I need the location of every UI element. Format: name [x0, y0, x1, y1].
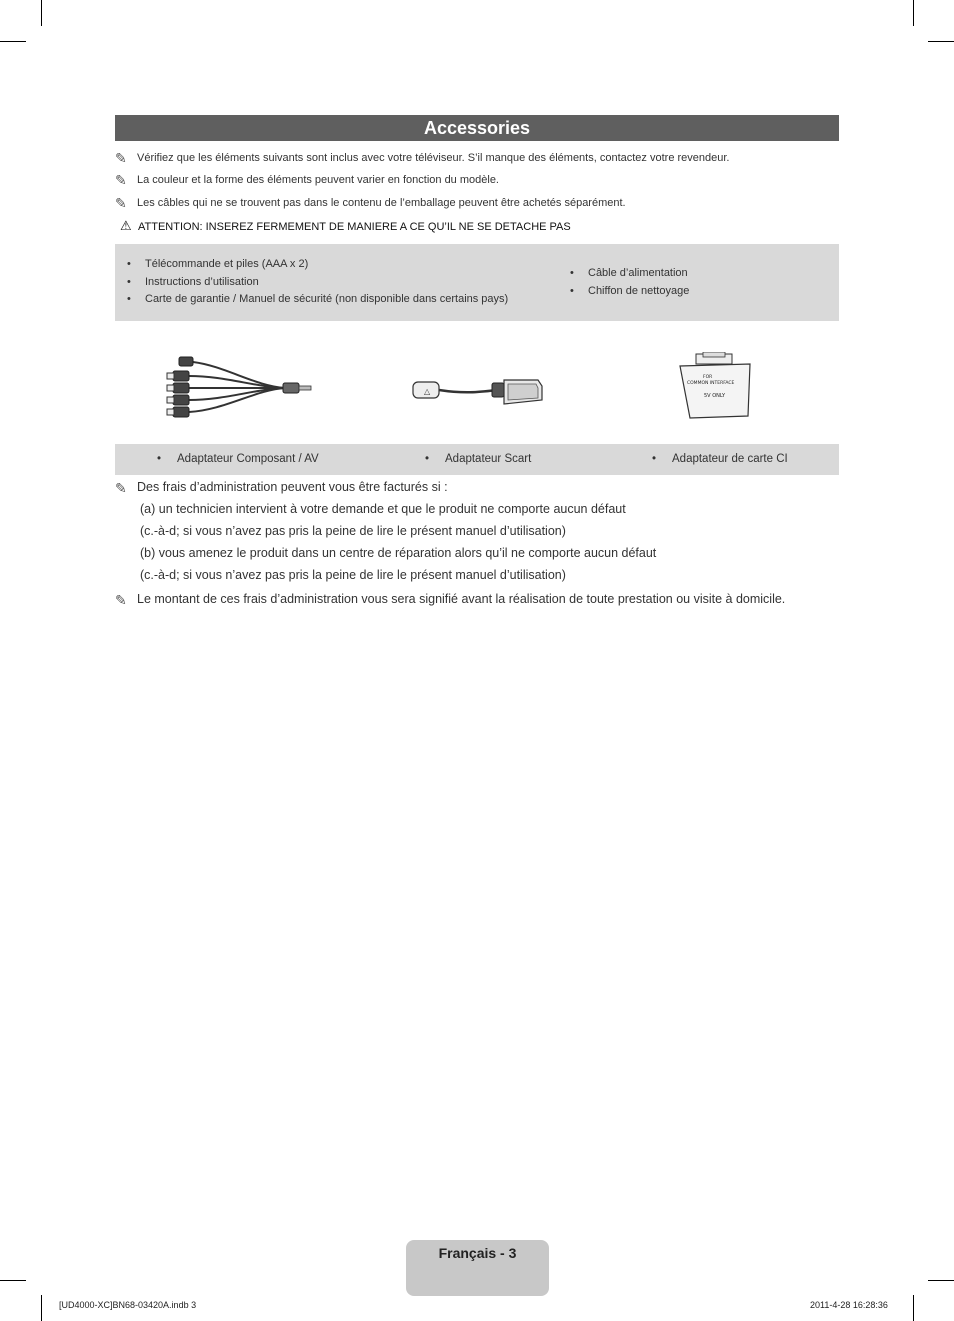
component-av-cable-icon — [165, 352, 315, 424]
caution-line — [120, 218, 571, 234]
warning-triangle-icon: ⚠ — [120, 218, 132, 233]
note-text: Vérifiez que les éléments suivants sont inclus avec votre téléviseur. S’il manque des éléments, contactez votre revendeur. — [137, 152, 730, 164]
crop-mark — [928, 41, 954, 42]
fees-line: (c.-à-d; si vous n’avez pas pris la peine de lire le présent manuel d’utilisation) — [140, 524, 566, 538]
scart-cable-icon — [410, 374, 545, 410]
page-label: Français - 3 — [438, 1245, 517, 1261]
note-item — [115, 195, 626, 212]
print-file-name: [UD4000-XC]BN68-03420A.indb 3 — [59, 1300, 197, 1310]
note-item — [115, 150, 729, 167]
fees-line: (b) vous amenez le produit dans un centre de réparation alors qu’il ne comporte aucun défaut — [140, 546, 657, 560]
crop-mark — [41, 1295, 42, 1321]
list-item: • Télécommande et piles (AAA x 2) — [125, 256, 508, 274]
note-text: Des frais d’administration peuvent vous être facturés si : — [137, 480, 448, 494]
crop-mark — [0, 41, 26, 42]
print-timestamp: 2011-4-28 16:28:36 — [810, 1300, 888, 1310]
svg-text:COMMON INTERFACE: COMMON INTERFACE — [687, 381, 735, 386]
note-text: Le montant de ces frais d’administration vous sera signifié avant la réalisation de toute prestation ou visite à domicile. — [137, 592, 786, 606]
list-item: • Carte de garantie / Manuel de sécurité (non disponible dans certains pays) — [125, 291, 508, 309]
included-list-right — [568, 265, 689, 300]
included-list-left — [125, 256, 508, 309]
caution-text: ATTENTION: INSEREZ FERMEMENT DE MANIERE A CE QU’IL NE SE DETACHE PAS — [138, 221, 571, 233]
crop-mark — [913, 1295, 914, 1321]
list-item: • Chiffon de nettoyage — [568, 283, 689, 301]
svg-text:5V ONLY: 5V ONLY — [704, 393, 726, 399]
svg-text:△: △ — [424, 387, 431, 396]
adapter-label: • Adaptateur de carte CI — [672, 453, 788, 465]
note-text: La couleur et la forme des éléments peuvent varier en fonction du modèle. — [137, 174, 499, 186]
fees-line: (c.-à-d; si vous n’avez pas pris la peine de lire le présent manuel d’utilisation) — [140, 568, 566, 582]
svg-text:FOR: FOR — [703, 375, 713, 380]
adapter-label: • Adaptateur Scart — [445, 453, 531, 465]
section-title: Accessories — [115, 115, 839, 141]
ci-card-adapter-icon — [676, 352, 754, 420]
crop-mark — [0, 1280, 26, 1281]
pencil-note-icon: ✎ — [115, 150, 127, 166]
pencil-note-icon: ✎ — [115, 172, 127, 188]
note-text: Les câbles qui ne se trouvent pas dans le contenu de l’emballage peuvent être achetés séparément. — [137, 197, 626, 209]
pencil-note-icon: ✎ — [115, 195, 127, 211]
fees-intro — [115, 480, 448, 497]
crop-mark — [913, 0, 914, 26]
crop-mark — [928, 1280, 954, 1281]
page-number-tab — [406, 1240, 549, 1296]
adapter-label: • Adaptateur Composant / AV — [177, 453, 319, 465]
list-item: • Câble d’alimentation — [568, 265, 689, 283]
pencil-note-icon: ✎ — [115, 480, 127, 496]
fees-line: (a) un technicien intervient à votre demande et que le produit ne comporte aucun défaut — [140, 502, 626, 516]
fees-closing — [115, 592, 785, 609]
list-item: • Instructions d’utilisation — [125, 274, 508, 292]
crop-mark — [41, 0, 42, 26]
pencil-note-icon: ✎ — [115, 592, 127, 608]
note-item — [115, 172, 499, 189]
